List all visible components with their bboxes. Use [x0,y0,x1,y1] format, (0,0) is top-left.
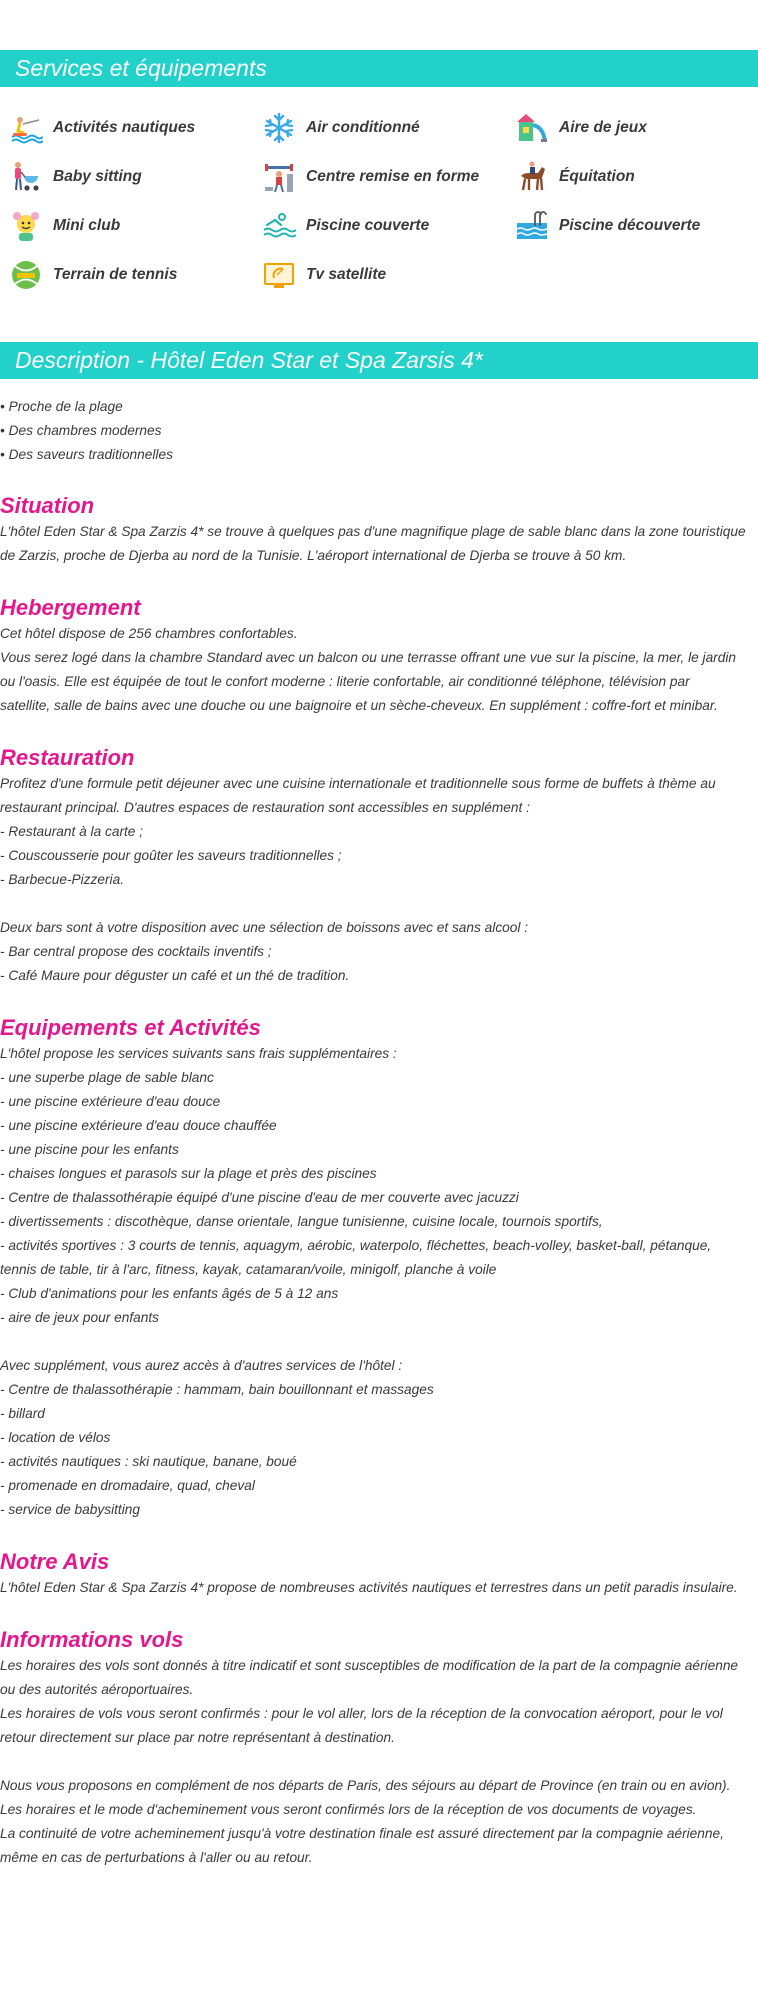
text-line: restaurant principal. D'autres espaces de restauration sont accessibles en supplément : [0,800,530,815]
service-label: Équitation [559,167,635,185]
text-line: - Club d'animations pour les enfants âgés de 5 à 12 ans [0,1286,339,1301]
text-line: Avec supplément, vous aurez accès à d'autres services de l'hôtel : [0,1358,403,1373]
text-line: La continuité de votre acheminement jusqu'à votre destination finale est assuré directement par la compagnie aérienne, [0,1826,724,1841]
service-label: Mini club [53,216,121,234]
services-grid [9,103,754,299]
service-item-centre-remise-en-forme [262,152,515,201]
description-title: Description - Hôtel Eden Star et Spa Zarsis 4* [15,347,483,373]
service-label: Terrain de tennis [53,265,178,283]
text-line: L'hôtel propose les services suivants sans frais supplémentaires : [0,1046,397,1061]
section-body-vols [0,1654,758,1870]
description-header [0,342,758,379]
text-line: - service de babysitting [0,1502,140,1517]
service-label: Air conditionné [306,118,420,136]
service-label: Piscine couverte [306,216,430,234]
bullet-item: • Des chambres modernes [0,423,162,438]
indoor-pool-icon [262,209,296,243]
text-line: Vous serez logé dans la chambre Standard avec un balcon ou une terrasse offrant une vue sur la piscine, la mer, le jardin [0,650,737,665]
section-title-hebergement: Hebergement [0,595,141,620]
text-line: - billard [0,1406,45,1421]
text-line: - Centre de thalassothérapie : hammam, bain bouillonnant et massages [0,1382,434,1397]
text-line: - activités sportives : 3 courts de tennis, aquagym, aérobic, waterpolo, fléchettes, beach-volley, basket-ball, pétanque, [0,1238,712,1253]
text-line: - Couscousserie pour goûter les saveurs traditionnelles ; [0,848,342,863]
service-item-equitation [515,152,754,201]
text-line: - Restaurant à la carte ; [0,824,144,839]
service-label: Tv satellite [306,265,387,283]
satellite-tv-icon [262,258,296,292]
service-label: Centre remise en forme [306,167,480,185]
bullet-item: • Des saveurs traditionnelles [0,447,173,462]
text-line: - activités nautiques : ski nautique, banane, boué [0,1454,297,1469]
section-title-equipements: Equipements et Activités [0,1015,261,1040]
baby-stroller-icon [9,160,43,194]
services-header [0,50,758,87]
service-item-aire-de-jeux [515,103,754,152]
text-line: Cet hôtel dispose de 256 chambres confortables. [0,626,298,641]
text-line: de Zarzis, proche de Djerba au nord de la Tunisie. L'aéroport international de Djerba se trouve à 50 km. [0,548,627,563]
tennis-icon [9,258,43,292]
section-body-equipements [0,1042,758,1522]
text-line: même en cas de perturbations à l'aller ou au retour. [0,1850,313,1865]
service-item-terrain-de-tennis [9,250,262,299]
text-line: - une superbe plage de sable blanc [0,1070,214,1085]
service-item-piscine-couverte [262,201,515,250]
text-line: L'hôtel Eden Star & Spa Zarzis 4* propose de nombreuses activités nautiques et terrestres dans un petit paradis insulaire. [0,1580,738,1595]
text-line: Deux bars sont à votre disposition avec une sélection de boissons avec et sans alcool : [0,920,529,935]
playground-icon [515,111,549,145]
blank-line [0,1330,758,1354]
mini-club-icon [9,209,43,243]
text-line: satellite, salle de bains avec une douche ou une baignoire et un sèche-cheveux. En supplément : coffre-fort et minibar. [0,698,718,713]
text-line: - une piscine extérieure d'eau douce [0,1094,221,1109]
blank-line [0,892,758,916]
text-line: Profitez d'une formule petit déjeuner avec une cuisine internationale et traditionnelle sous forme de buffets à thème au [0,776,716,791]
horse-riding-icon [515,160,549,194]
text-line: Nous vous proposons en complément de nos départs de Paris, des séjours au départ de Province (en train ou en avion). [0,1778,731,1793]
text-line: - Centre de thalassothérapie équipé d'une piscine d'eau de mer couverte avec jacuzzi [0,1190,519,1205]
section-body-avis [0,1576,758,1600]
text-line: Les horaires des vols sont donnés à titre indicatif et sont susceptibles de modification de la part de la compagnie aérienne [0,1658,739,1673]
text-line: - promenade en dromadaire, quad, cheval [0,1478,255,1493]
services-title: Services et équipements [15,55,267,81]
section-body-restauration [0,772,758,988]
service-item-baby-sitting [9,152,262,201]
text-line: - une piscine extérieure d'eau douce chauffée [0,1118,277,1133]
bullet-item: • Proche de la plage [0,399,123,414]
service-label: Activités nautiques [53,118,196,136]
service-item-tv-satellite [262,250,515,299]
service-label: Baby sitting [53,167,142,185]
text-line: - chaises longues et parasols sur la plage et près des piscines [0,1166,377,1181]
text-line: - Bar central propose des cocktails inventifs ; [0,944,272,959]
section-title-vols: Informations vols [0,1627,184,1652]
text-line: L'hôtel Eden Star & Spa Zarzis 4* se trouve à quelques pas d'une magnifique plage de sable blanc dans la zone touristique [0,524,746,539]
text-line: - Barbecue-Pizzeria. [0,872,124,887]
service-item-air-conditionne [262,103,515,152]
snowflake-icon [262,111,296,145]
section-body-hebergement [0,622,758,718]
text-line: - divertissements : discothèque, danse orientale, langue tunisienne, cuisine locale, tournois sportifs, [0,1214,603,1229]
text-line: - aire de jeux pour enfants [0,1310,160,1325]
text-line: Les horaires et le mode d'acheminement vous seront confirmés lors de la réception de vos documents de voyages. [0,1802,697,1817]
description-bullets [0,395,758,467]
description-body [0,395,758,1896]
text-line: tennis de table, tir à l'arc, fitness, kayak, catamaran/voile, minigolf, planche à voile [0,1262,497,1277]
text-line: ou l'oasis. Elle est équipée de tout le confort moderne : literie confortable, air conditionné téléphone, télévision par [0,674,690,689]
text-line: - une piscine pour les enfants [0,1142,179,1157]
text-line: - location de vélos [0,1430,111,1445]
text-line: retour directement sur place par notre représentant à destination. [0,1730,395,1745]
section-title-avis: Notre Avis [0,1549,110,1574]
fitness-icon [262,160,296,194]
service-label: Aire de jeux [559,118,647,136]
section-title-restauration: Restauration [0,745,135,770]
service-item-piscine-decouverte [515,201,754,250]
text-line: - Café Maure pour déguster un café et un thé de tradition. [0,968,350,983]
service-item-mini-club [9,201,262,250]
text-line: Les horaires de vols vous seront confirmés : pour le vol aller, lors de la réception de la convocation aéroport, pour le vol [0,1706,723,1721]
section-title-situation: Situation [0,493,95,518]
text-line: ou des autorités aéroportuaires. [0,1682,194,1697]
service-item-activites-nautiques [9,103,262,152]
blank-line [0,1750,758,1774]
water-sports-icon [9,111,43,145]
service-label: Piscine découverte [559,216,701,234]
section-body-situation [0,520,758,568]
outdoor-pool-icon [515,209,549,243]
